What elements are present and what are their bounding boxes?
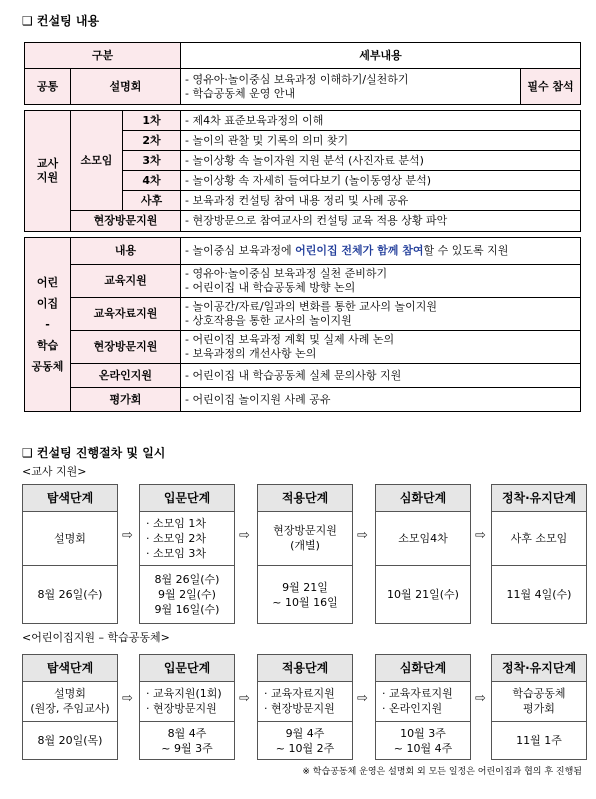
stage-activity-line: 설명회 <box>54 531 86 545</box>
stage-date-line: 8월 4주 <box>167 726 207 740</box>
stage-date-line: 8월 26일(수) <box>154 573 220 586</box>
stage-activity <box>23 511 117 566</box>
round-label: 2차 <box>123 131 181 151</box>
arrow-right-icon: ⇨ <box>239 528 250 543</box>
center-row-label: 온라인지원 <box>71 364 181 388</box>
stage-activity-line: 평가회 <box>523 702 555 715</box>
arrow-right-icon: ⇨ <box>122 691 133 706</box>
stage-date <box>376 566 470 623</box>
stage-activity-line: · 교육자료지원 <box>264 687 335 700</box>
stage-date <box>140 722 234 759</box>
center-row-detail <box>181 331 581 364</box>
stage-activity-line: · 현장방문지원 <box>264 702 335 715</box>
stage-activity <box>492 511 586 566</box>
teacher-group-line: 지원 <box>36 171 59 184</box>
arrow-right-icon: ⇨ <box>357 691 368 706</box>
stage-date <box>376 722 470 759</box>
common-group-label: 공통 <box>25 69 71 105</box>
stage-date <box>140 566 234 623</box>
stage-title: 정착·유지단계 <box>492 655 586 682</box>
content-detail-pre: - 놀이중심 보육과정에 <box>185 244 296 257</box>
stage-activity-line: · 소모임 2차 <box>146 531 206 545</box>
stage-activity-line: 설명회 <box>54 687 86 700</box>
consulting-content-table <box>24 42 581 412</box>
round-label: 3차 <box>123 151 181 171</box>
detail-line: - 보육과정의 개선사항 논의 <box>185 347 317 360</box>
common-detail-line: - 학습공동체 운영 안내 <box>185 86 296 100</box>
center-row-label: 교육자료지원 <box>71 298 181 331</box>
stage-title: 입문단계 <box>140 485 234 512</box>
center-group-line: 공동체 <box>31 360 64 373</box>
arrow-right-icon: ⇨ <box>122 528 133 543</box>
stage-activity-line: (개별) <box>290 539 320 552</box>
center-group-line: 학습 <box>36 339 59 352</box>
stage-date <box>23 722 117 759</box>
teacher-support-group <box>25 111 71 232</box>
stage-date <box>492 566 586 623</box>
detail-line: - 상호작용을 통한 교사의 놀이지원 <box>185 314 352 327</box>
stage-date-line: ~ 10월 4주 <box>393 741 453 755</box>
stage-date-line: ~ 9월 3주 <box>161 741 213 755</box>
detail-line: - 놀이공간/자료/일과의 변화를 통한 교사의 놀이지원 <box>185 300 438 313</box>
stage-date-line: 9월 4주 <box>285 726 325 740</box>
stage-title: 탐색단계 <box>23 485 117 512</box>
center-row-detail <box>181 265 581 298</box>
teacher-visit-label: 현장방문지원 <box>71 211 181 232</box>
stage-box <box>491 484 587 624</box>
stage-activity <box>258 511 352 566</box>
stage-activity-line: 소모임4차 <box>398 531 448 545</box>
teacher-visit-detail: - 현장방문으로 참여교사의 컨설팅 교육 적용 상황 파악 <box>181 211 581 232</box>
detail-line: - 어린이집 내 학습공동체 방향 논의 <box>185 281 356 294</box>
stage-box <box>139 654 235 760</box>
center-group-line: 이집 <box>36 297 59 310</box>
stage-activity-line: · 소모임 3차 <box>146 546 206 560</box>
arrow-right-icon: ⇨ <box>475 691 486 706</box>
detail-line: - 어린이집 보육과정 계획 및 실제 사례 논의 <box>185 333 395 346</box>
center-flow-label: <어린이집지원 – 학습공동체> <box>22 631 170 644</box>
stage-activity-line: · 교육지원(1회) <box>146 687 222 700</box>
stage-title: 적용단계 <box>258 485 352 512</box>
stage-date <box>258 566 352 623</box>
stage-date-line: 8월 26일(수) <box>37 588 103 601</box>
round-label: 4차 <box>123 171 181 191</box>
stage-activity-line: 학습공동체 <box>512 687 566 700</box>
stage-date-line: ~ 10월 16일 <box>272 595 338 609</box>
center-row-detail: - 어린이집 내 학습공동체 실체 문의사항 지원 <box>181 364 581 388</box>
header-detail: 세부내용 <box>181 43 581 69</box>
stage-date-line: ~ 10월 2주 <box>275 741 335 755</box>
stage-date <box>492 722 586 759</box>
center-row-label: 현장방문지원 <box>71 331 181 364</box>
center-group-line: - <box>45 318 50 331</box>
teacher-flow-label: <교사 지원> <box>22 465 87 478</box>
stage-activity-line: (원장, 주임교사) <box>30 702 110 715</box>
round-label: 1차 <box>123 111 181 131</box>
small-group-label: 소모임 <box>71 111 123 211</box>
footnote: ※ 학습공동체 운영은 설명회 외 모든 일정은 어린이집과 협의 후 진행됨 <box>302 767 582 777</box>
stage-activity <box>140 511 234 566</box>
stage-date-line: 10월 21일(수) <box>387 588 459 601</box>
stage-title: 입문단계 <box>140 655 234 682</box>
stage-activity <box>492 681 586 722</box>
stage-activity-line: · 소모임 1차 <box>146 516 206 530</box>
round-detail: - 놀이의 관찰 및 기록의 의미 찾기 <box>181 131 581 151</box>
stage-box <box>491 654 587 760</box>
stage-activity <box>140 681 234 722</box>
center-row-label: 교육지원 <box>71 265 181 298</box>
required-attendance-note: 필수 참석 <box>521 69 581 105</box>
center-row-detail: - 어린이집 놀이지원 사례 공유 <box>181 388 581 412</box>
arrow-right-icon: ⇨ <box>357 528 368 543</box>
content-detail-post: 할 수 있도록 지원 <box>423 244 509 257</box>
stage-date-line: 9월 2일(수) <box>158 588 216 601</box>
stage-activity-line: 현장방문지원 <box>273 524 337 537</box>
stage-activity-line: · 현장방문지원 <box>146 702 217 715</box>
stage-activity-line: 사후 소모임 <box>510 531 568 545</box>
header-category: 구분 <box>25 43 181 69</box>
stage-activity-line: · 온라인지원 <box>382 702 443 715</box>
detail-line: - 영유아·놀이중심 보육과정 실천 준비하기 <box>185 267 388 280</box>
arrow-right-icon: ⇨ <box>475 528 486 543</box>
stage-date-line: 9월 21일 <box>282 580 328 594</box>
stage-activity <box>376 681 470 722</box>
stage-box <box>257 654 353 760</box>
stage-title: 심화단계 <box>376 485 470 512</box>
section-title-consulting-content: ❑ 컨설팅 내용 <box>22 14 100 28</box>
common-detail-line: - 영유아·놀이중심 보육과정 이해하기/실천하기 <box>185 72 409 86</box>
arrow-right-icon: ⇨ <box>239 691 250 706</box>
stage-date <box>258 722 352 759</box>
stage-date-line: 11월 4일(수) <box>506 588 572 601</box>
stage-box <box>22 654 118 760</box>
stage-activity <box>376 511 470 566</box>
stage-box <box>375 654 471 760</box>
common-item-label: 설명회 <box>71 69 181 105</box>
stage-title: 탐색단계 <box>23 655 117 682</box>
stage-date-line: 10월 3주 <box>400 726 446 740</box>
stage-title: 심화단계 <box>376 655 470 682</box>
center-row-label: 평가회 <box>71 388 181 412</box>
content-detail <box>181 238 581 265</box>
content-label: 내용 <box>71 238 181 265</box>
round-detail: - 놀이상황 속 놀이자원 지원 분석 (사진자료 분석) <box>181 151 581 171</box>
center-community-group <box>25 238 71 412</box>
stage-date-line: 8월 20일(목) <box>37 734 103 747</box>
common-detail <box>181 69 521 105</box>
stage-box <box>375 484 471 624</box>
stage-title: 적용단계 <box>258 655 352 682</box>
stage-date <box>23 566 117 623</box>
round-detail: - 제4차 표준보육과정의 이해 <box>181 111 581 131</box>
stage-title: 정착·유지단계 <box>492 485 586 512</box>
content-detail-emphasis: 어린이집 전체가 함께 참여 <box>295 244 424 257</box>
stage-activity-line: · 교육자료지원 <box>382 687 453 700</box>
stage-box <box>257 484 353 624</box>
stage-date-line: 9월 16일(수) <box>154 603 220 616</box>
stage-date-line: 11월 1주 <box>516 734 562 747</box>
round-detail: - 보육과정 컨설팅 참여 내용 정리 및 사례 공유 <box>181 191 581 211</box>
teacher-group-line: 교사 <box>36 157 59 170</box>
section-title-procedure: ❑ 컨설팅 진행절차 및 일시 <box>22 446 166 460</box>
stage-box <box>22 484 118 624</box>
round-label: 사후 <box>123 191 181 211</box>
center-row-detail <box>181 298 581 331</box>
center-group-line: 어린 <box>36 276 59 289</box>
stage-activity <box>23 681 117 722</box>
stage-box <box>139 484 235 624</box>
round-detail: - 놀이상황 속 자세히 들여다보기 (놀이동영상 분석) <box>181 171 581 191</box>
stage-activity <box>258 681 352 722</box>
